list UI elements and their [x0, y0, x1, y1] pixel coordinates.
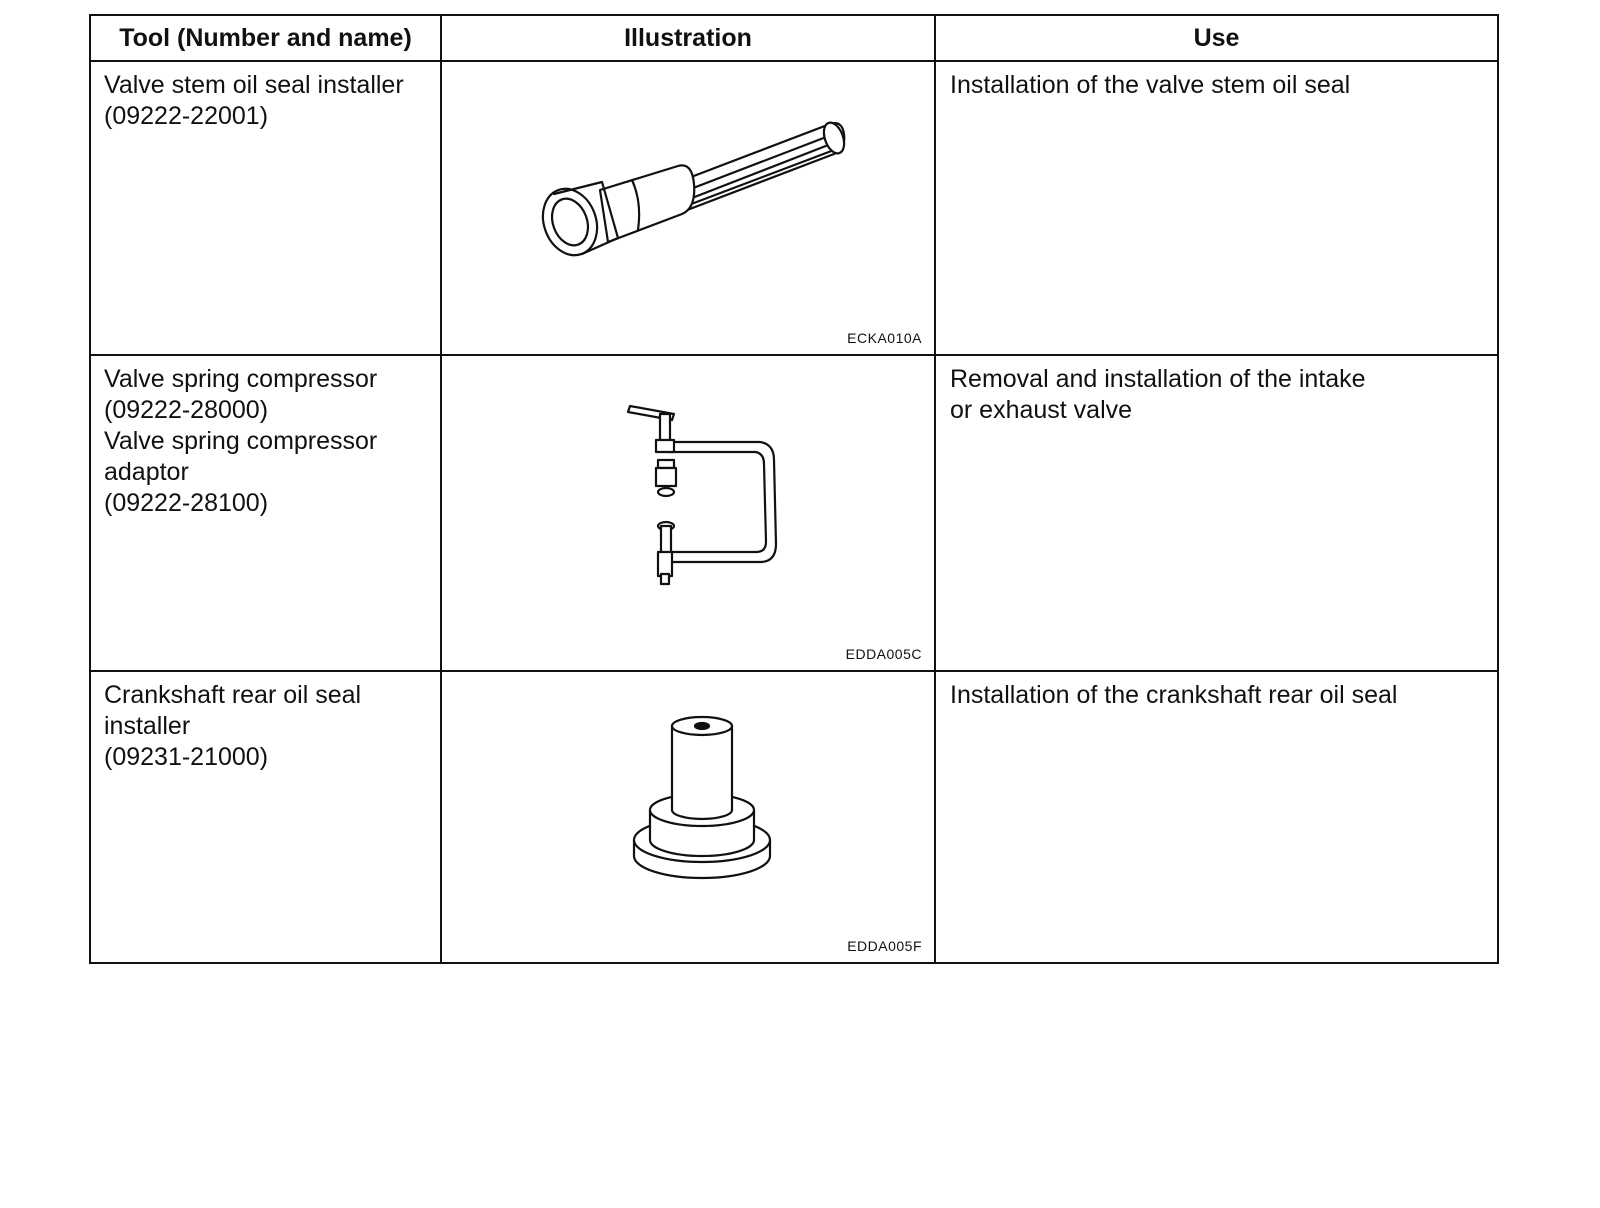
tool-number-line: (09222-22001) — [104, 102, 269, 130]
figure-code: EDDA005F — [847, 938, 922, 954]
use-line: Removal and installation of the intake — [950, 365, 1366, 393]
header-tool: Tool (Number and name) — [90, 15, 441, 61]
tool-name-line: adaptor — [104, 458, 189, 486]
illustration-cell — [441, 671, 935, 963]
tool-use-cell — [935, 355, 1498, 671]
table-row — [90, 355, 1498, 671]
header-use: Use — [935, 15, 1498, 61]
illustration-cell — [441, 61, 935, 355]
use-line: Installation of the valve stem oil seal — [950, 71, 1351, 99]
tool-name-cell — [90, 61, 441, 355]
table-row — [90, 61, 1498, 355]
use-line: Installation of the crankshaft rear oil seal — [950, 681, 1398, 709]
tool-name-line: Valve spring compressor — [104, 427, 378, 455]
figure-code: EDDA005C — [845, 646, 922, 662]
tool-number-line: (09222-28100) — [104, 489, 269, 517]
tool-number-line: (09231-21000) — [104, 743, 269, 771]
table-header-row — [90, 15, 1498, 61]
tool-name-cell — [90, 355, 441, 671]
header-illustration: Illustration — [441, 15, 935, 61]
tool-name-line: Crankshaft rear oil seal — [104, 681, 362, 709]
tool-name-line: Valve stem oil seal installer — [104, 71, 404, 99]
tool-name-line: Valve spring compressor — [104, 365, 378, 393]
special-tools-table — [89, 14, 1499, 964]
tool-use-cell — [935, 61, 1498, 355]
illustration-cell — [441, 355, 935, 671]
use-line: or exhaust valve — [950, 396, 1133, 424]
table-row — [90, 671, 1498, 963]
tool-use-cell — [935, 671, 1498, 963]
valve-spring-compressor-icon — [442, 356, 936, 662]
tool-name-cell — [90, 671, 441, 963]
crankshaft-rear-oil-seal-installer-icon — [442, 672, 936, 954]
valve-stem-oil-seal-installer-icon — [442, 62, 936, 346]
tool-name-line: installer — [104, 712, 191, 740]
figure-code: ECKA010A — [847, 330, 922, 346]
tool-number-line: (09222-28000) — [104, 396, 269, 424]
